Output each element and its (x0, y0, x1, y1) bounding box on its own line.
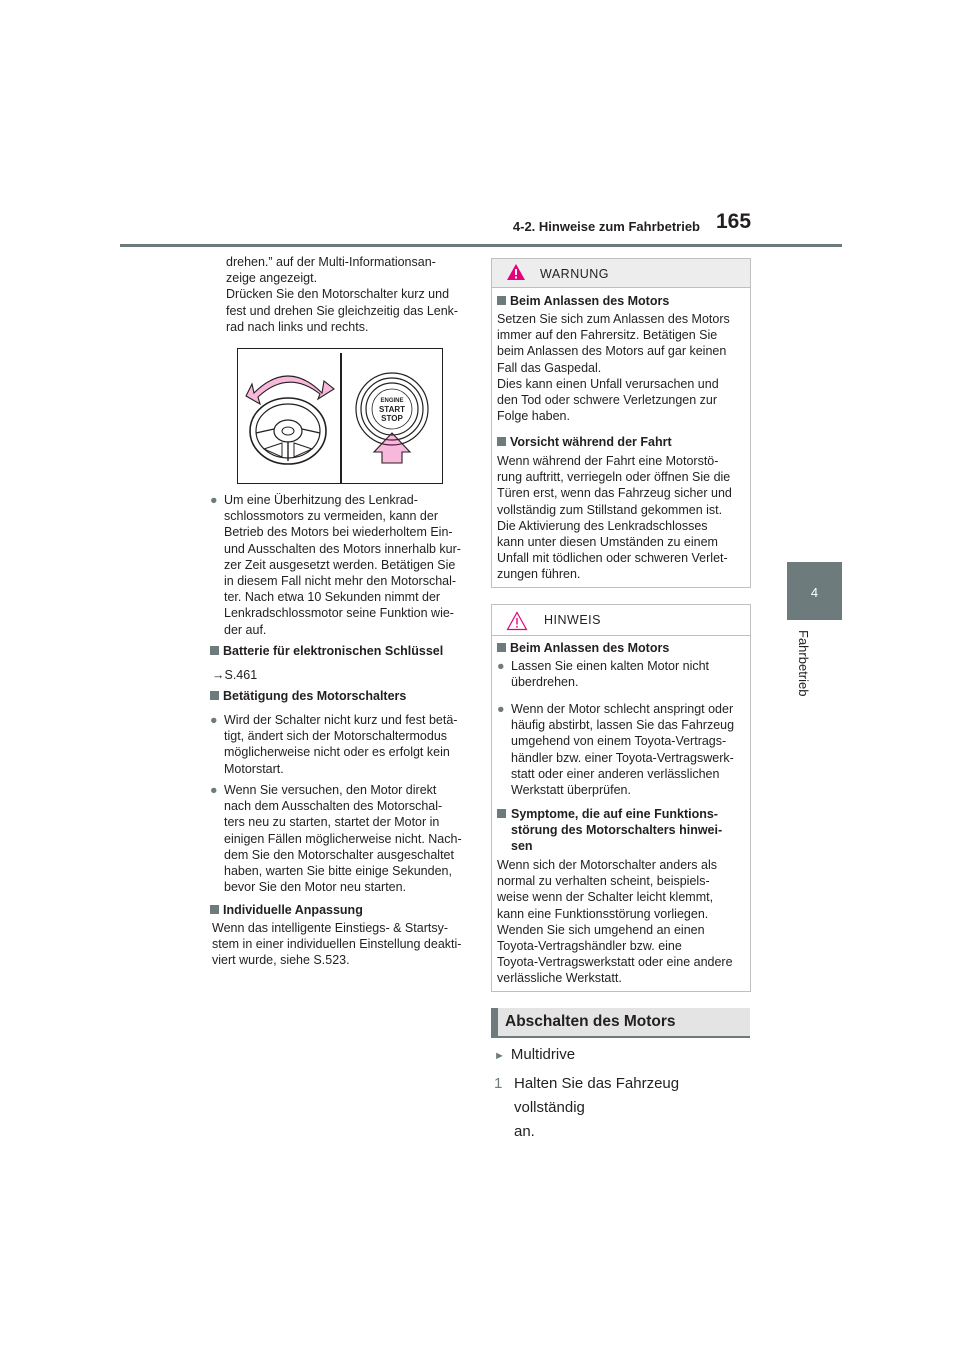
bullet-line: dem Sie den Motorschalter ausgeschaltet (224, 847, 454, 862)
warning-box (491, 258, 751, 588)
subheading-battery (210, 643, 443, 659)
bullet-line: überdrehen. (511, 675, 579, 690)
paragraph-line: weise wenn der Schalter leicht klemmt, (497, 890, 714, 905)
step-item (494, 1072, 754, 1144)
paragraph-line: normal zu verhalten scheint, beispiels- (497, 874, 710, 889)
bullet-line: und Ausschalten des Motors innerhalb kur- (224, 541, 461, 556)
steering-wheel-figure (237, 348, 443, 484)
bullet-line: ter. Nach etwa 10 Sekunden nimmt der (224, 590, 441, 605)
caution-triangle-icon (506, 611, 528, 631)
square-bullet-icon (497, 296, 506, 305)
chapter-tab-title (795, 630, 815, 720)
running-header-section: 4-2. Hinweise zum Fahrbetrieb (512, 219, 700, 234)
button-label-start: START (378, 405, 406, 414)
heading-line: sen (511, 839, 533, 854)
bullet-line: Um eine Überhitzung des Lenkrad- (224, 493, 418, 507)
square-bullet-icon (497, 809, 506, 818)
warning-paragraph (497, 453, 747, 583)
subheading-text: Individuelle Anpassung (223, 903, 363, 917)
intro-line: fest und drehen Sie gleichzeitig das Lenk- (226, 303, 459, 318)
warning-heading-text: Beim Anlassen des Motors (510, 294, 670, 308)
paragraph-line: beim Anlassen des Motors auf gar keinen (497, 344, 727, 359)
bullet-line: nach dem Ausschalten des Motorschal- (224, 799, 443, 814)
warning-heading (497, 434, 672, 450)
paragraph-line: Toyota-Vertragswerkstatt oder eine andere (497, 955, 733, 970)
warning-triangle-icon (506, 263, 526, 281)
bullet-icon: ● (497, 659, 505, 673)
page-reference-link[interactable]: →S.461 (212, 668, 258, 682)
paragraph-line: vollständig zum Stillstand gekommen ist. (497, 502, 723, 517)
subheading-text: Betätigung des Motorschalters (223, 689, 407, 703)
bullet-line: Wenn der Motor schlecht anspringt oder (511, 702, 734, 716)
square-bullet-icon (210, 905, 219, 914)
paragraph-line: Wenn während der Fahrt eine Motorstö- (497, 454, 719, 468)
notice-title: HINWEIS (544, 613, 601, 627)
bullet-line: möglicherweise nicht oder es erfolgt kein (224, 745, 450, 760)
paragraph-line: Wenn sich der Motorschalter anders als (497, 858, 718, 872)
warning-paragraph (497, 311, 747, 424)
warning-box-header (492, 259, 750, 288)
bullet-line: schlossmotors zu vermeiden, kann der (224, 509, 438, 524)
bullet-line: einigen Fällen möglicherweise nicht. Nach- (224, 831, 462, 846)
sub-item (494, 1046, 575, 1063)
bullet-line: händler bzw. einer Toyota-Vertragswerk- (511, 750, 734, 765)
bullet-line: Lassen Sie einen kalten Motor nicht (511, 659, 710, 673)
bullet-icon: ● (497, 702, 505, 716)
bullet-item (497, 701, 747, 798)
bullet-icon: ● (210, 783, 218, 797)
page-number: 165 (716, 210, 752, 233)
bullet-item (210, 782, 480, 895)
bullet-line: Lenkradschlossmotor seine Funktion wie- (224, 606, 454, 621)
paragraph-line: Dies kann einen Unfall verursachen und (497, 376, 719, 391)
heading-line: Symptome, die auf eine Funktions- (511, 807, 718, 821)
subheading-switch (210, 688, 406, 704)
warning-title: WARNUNG (540, 267, 610, 281)
paragraph-line: verlässliche Werkstatt. (497, 971, 622, 986)
paragraph-line: den Tod oder schwere Verletzungen zur (497, 393, 718, 408)
intro-paragraph (226, 254, 476, 335)
paragraph-line: Wenden Sie sich umgehend an einen (497, 922, 705, 937)
paragraph-line: kann eine Funktionsstörung vorliegen. (497, 906, 709, 921)
sub-item-text: Multidrive (510, 1046, 576, 1063)
bullet-line: umgehend von einem Toyota-Vertrags- (511, 734, 727, 749)
bullet-line: zer Zeit ausgesetzt werden. Betätigen Sie (224, 557, 456, 572)
bullet-line: Betrieb des Motors bei wiederholtem Ein- (224, 525, 453, 540)
bullet-line: bevor Sie den Motor neu starten. (224, 880, 407, 895)
paragraph-line: Unfall mit tödlichen oder schweren Verlet- (497, 551, 728, 566)
button-label-stop: STOP (381, 414, 403, 423)
chapter-tab-number: 4 (810, 585, 819, 600)
intro-line: rad nach links und rechts. (226, 319, 369, 334)
notice-heading-text: Beim Anlassen des Motors (510, 641, 670, 655)
paragraph-line: Setzen Sie sich zum Anlassen des Motors (497, 312, 730, 326)
heading-line: störung des Motorschalters hinwei- (511, 823, 723, 838)
paragraph-line: zungen führen. (497, 567, 581, 582)
bullet-line: der auf. (224, 622, 267, 637)
section-heading-title: Abschalten des Motors (505, 1013, 676, 1030)
subheading-text: Batterie für elektronischen Schlüssel (223, 644, 444, 658)
custom-paragraph (212, 920, 482, 969)
notice-box (491, 604, 751, 992)
triangle-bullet-icon: ► (494, 1050, 505, 1062)
bullet-line: statt oder einer anderen verlässlichen (511, 766, 720, 781)
notice-heading (497, 806, 747, 855)
paragraph-line: Fall das Gaspedal. (497, 360, 602, 375)
square-bullet-icon (497, 437, 506, 446)
step-number: 1 (494, 1075, 503, 1092)
bullet-line: Wenn Sie versuchen, den Motor direkt (224, 783, 437, 797)
bullet-line: ters neu zu starten, startet der Motor in (224, 815, 440, 830)
square-bullet-icon (497, 643, 506, 652)
step-line: Halten Sie das Fahrzeug vollständig (514, 1075, 680, 1116)
chapter-tab-title-text: Fahrbetrieb (796, 630, 811, 697)
bullet-line: Werkstatt überprüfen. (511, 783, 631, 798)
subheading-custom (210, 902, 363, 918)
warning-heading-text: Vorsicht während der Fahrt (510, 435, 672, 449)
bullet-line: Motorstart. (224, 761, 284, 776)
bullet-line: haben, warten Sie bitte einige Sekunden, (224, 864, 452, 879)
header-rule (120, 244, 842, 247)
button-label-engine: ENGINE (380, 398, 404, 404)
steering-wheel-icon (250, 398, 326, 464)
intro-line: Drücken Sie den Motorschalter kurz und (226, 287, 450, 302)
bullet-item (497, 658, 747, 690)
bullet-line: in diesem Fall nicht mehr den Motorschal- (224, 574, 457, 589)
rotate-arrow-icon (246, 376, 334, 404)
paragraph-line: Folge haben. (497, 409, 570, 424)
square-bullet-icon (210, 691, 219, 700)
paragraph-line: stem in einer individuellen Einstellung deakti- (212, 937, 462, 952)
paragraph-line: rung auftritt, verriegeln oder öffnen Sie die (497, 470, 731, 485)
paragraph-line: Toyota-Vertragshändler bzw. eine (497, 939, 682, 954)
step-line: an. (514, 1123, 535, 1140)
paragraph-line: immer auf den Fahrersitz. Betätigen Sie (497, 328, 718, 343)
paragraph-line: kann unter diesen Umständen zu einem (497, 535, 718, 550)
warning-heading (497, 293, 669, 309)
bullet-line: tigt, ändert sich der Motorschaltermodus (224, 729, 448, 744)
paragraph-line: Die Aktivierung des Lenkradschlosses (497, 518, 708, 533)
square-bullet-icon (210, 646, 219, 655)
bullet-icon: ● (210, 493, 218, 507)
intro-line: zeige angezeigt. (226, 271, 318, 286)
square-bullet-wrapper (497, 806, 511, 855)
notice-heading (497, 640, 669, 656)
paragraph-line: Türen erst, wenn das Fahrzeug sicher und (497, 486, 732, 501)
bullet-icon: ● (210, 713, 218, 727)
bullet-line: Wird der Schalter nicht kurz und fest betä- (224, 713, 458, 727)
notice-paragraph (497, 857, 747, 987)
intro-line: drehen.” auf der Multi-Informationsan- (226, 255, 436, 269)
steering-wheel-illustration (238, 349, 442, 483)
paragraph-line: Wenn das intelligente Einstiegs- & Startsy- (212, 921, 448, 935)
bullet-line: häufig abstirbt, lassen Sie das Fahrzeug (511, 718, 735, 733)
section-heading-bar (491, 1008, 498, 1038)
bullet-item (210, 492, 480, 638)
paragraph-line: viert wurde, siehe S.523. (212, 953, 350, 968)
notice-box-header (492, 605, 750, 636)
bullet-item (210, 712, 480, 777)
